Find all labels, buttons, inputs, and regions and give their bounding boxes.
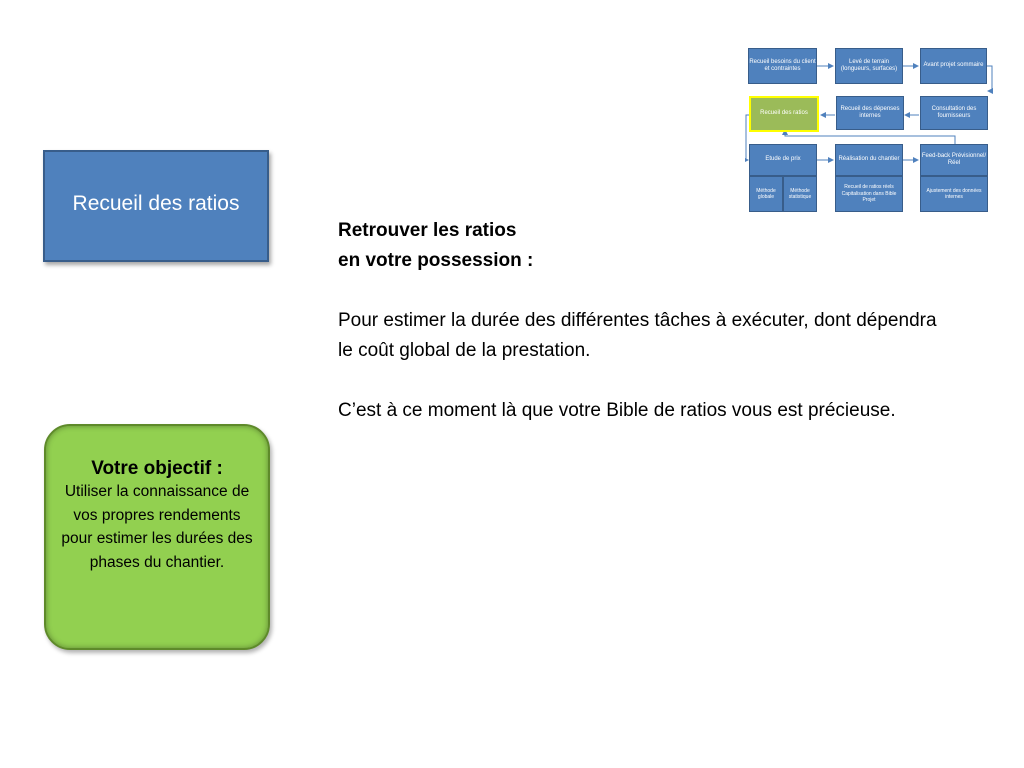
paragraph-1: Pour estimer la durée des différentes tâches à exécuter, dont dépendra le coût global de la prestation. [338, 310, 937, 361]
node-ajustement: Ajustement des données internes [920, 176, 988, 212]
section-title-box [43, 150, 269, 262]
objective-box [44, 424, 270, 650]
paragraph-2: C’est à ce moment là que votre Bible de ratios vous est précieuse. [338, 400, 896, 421]
process-diagram [745, 44, 995, 216]
node-leve-terrain: Levé de terrain (longueurs, surfaces) [835, 48, 903, 84]
node-recueil-ratios: Recueil des ratios [749, 96, 819, 132]
node-etude-prix: Etude de prix [749, 144, 817, 176]
main-text [338, 216, 938, 426]
node-avant-projet: Avant projet sommaire [920, 48, 987, 84]
arrow-n9-n4 [785, 130, 955, 145]
objective-heading: Votre objectif : [91, 458, 223, 479]
objective-body: Utiliser la connaissance de vos propres rendements pour estimer les durées des phases du chantier. [61, 483, 253, 571]
node-recueil-depenses: Recueil des dépenses internes [836, 96, 904, 130]
node-feedback: Feed-back Prévisionnel/ Réel [920, 144, 988, 176]
node-realisation: Réalisation du chantier [835, 144, 903, 176]
heading-line-1: Retrouver les ratios [338, 220, 517, 241]
section-title: Recueil des ratios [72, 192, 240, 215]
node-methode-statistique: Méthode statistique [783, 176, 817, 212]
node-recueil-besoins: Recueil besoins du client et contraintes [748, 48, 817, 84]
node-methode-globale: Méthode globale [749, 176, 783, 212]
node-consultation: Consultation des fournisseurs [920, 96, 988, 130]
node-recueil-ratios-reels: Recueil de ratios réels Capitalisation dans Bible Projet [835, 176, 903, 212]
arrow-n3-n6 [987, 66, 992, 91]
heading-line-2: en votre possession : [338, 250, 534, 271]
